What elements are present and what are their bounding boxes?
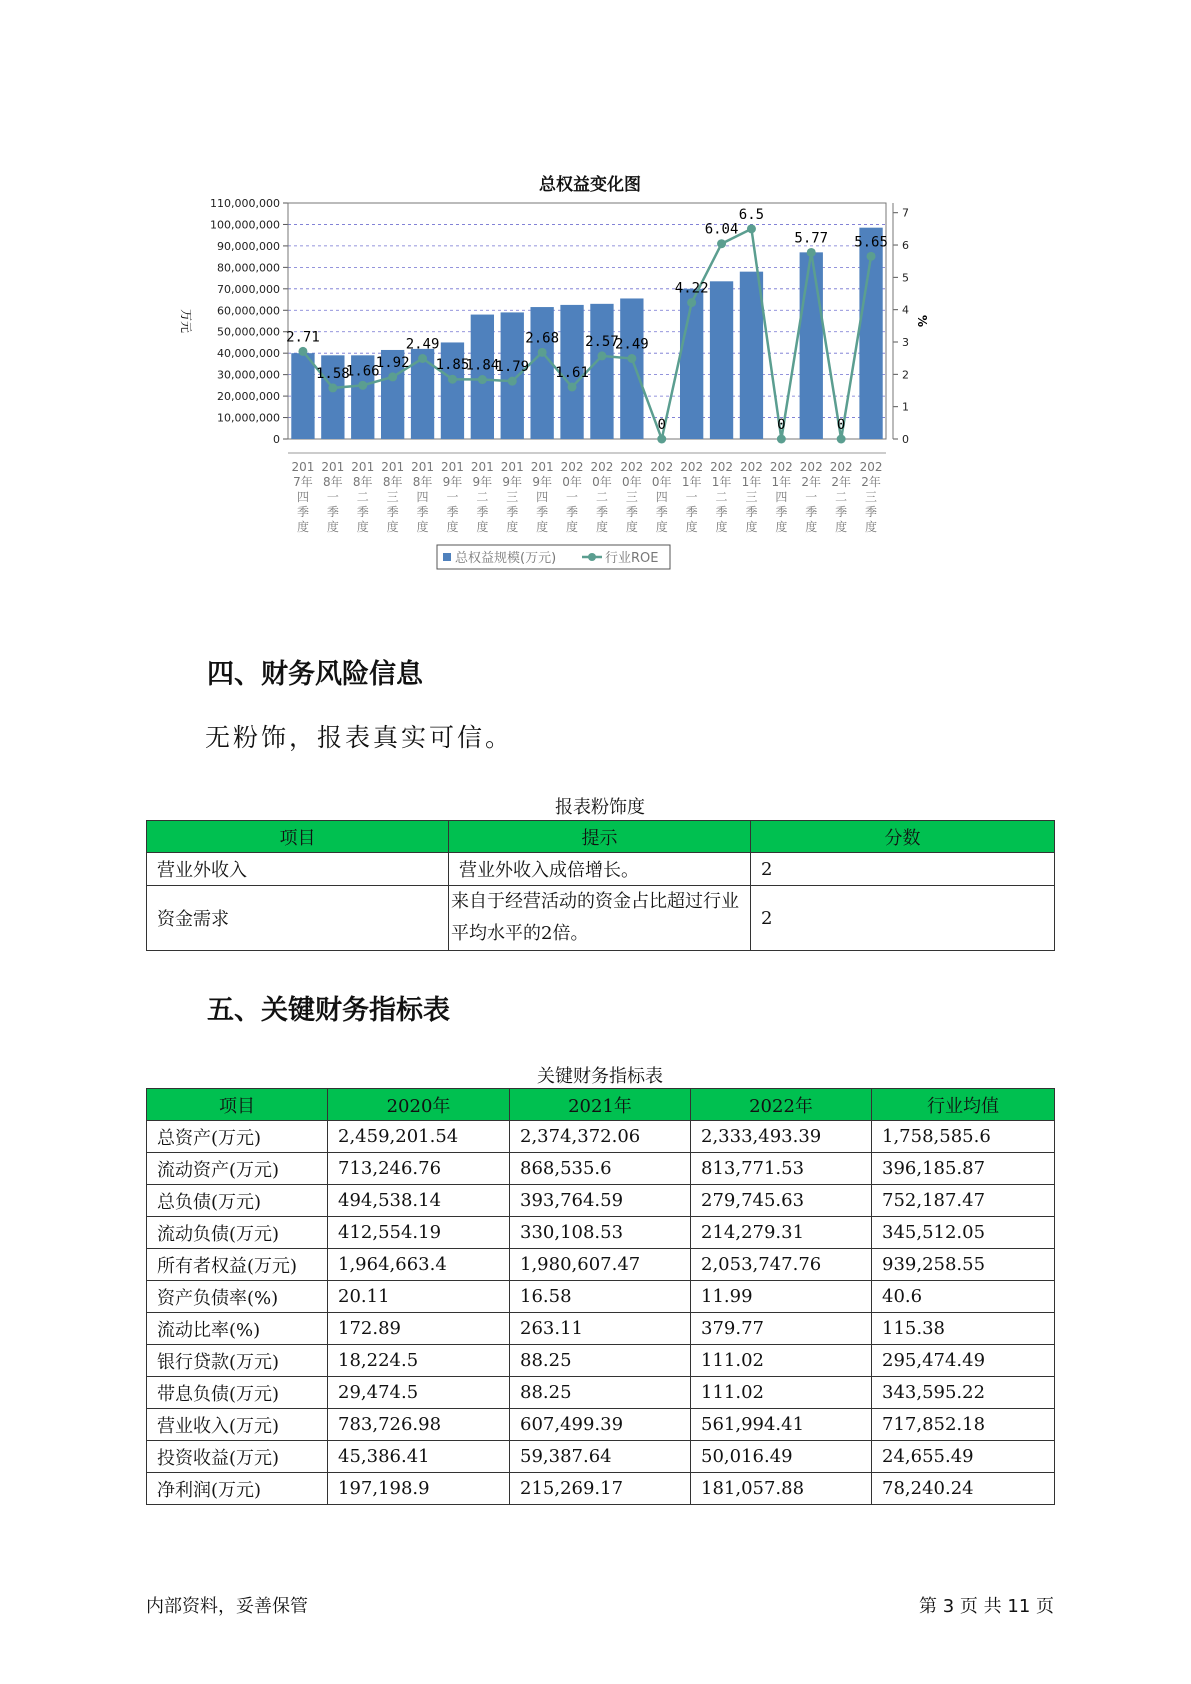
x-tick-label: 二 [595, 490, 608, 504]
x-tick-label: 0年 [592, 475, 612, 489]
x-tick-label: 度 [775, 520, 788, 534]
x-tick-label: 二 [715, 490, 728, 504]
y-tick-label: 40,000,000 [217, 347, 280, 361]
kpi-row-label: 净利润(万元) [147, 1473, 328, 1505]
risk-header-hint: 提示 [449, 821, 751, 853]
kpi-cell: 29,474.5 [328, 1377, 510, 1409]
kpi-cell: 1,964,663.4 [328, 1249, 510, 1281]
roe-data-label: 1.66 [345, 363, 380, 380]
roe-point [448, 375, 457, 384]
kpi-cell: 181,057.88 [691, 1473, 872, 1505]
x-tick-label: 度 [416, 520, 429, 534]
x-tick-label: 0年 [651, 475, 672, 489]
x-tick-label: 202 [739, 460, 763, 474]
roe-point [358, 381, 367, 390]
roe-point [298, 347, 307, 356]
kpi-cell: 607,499.39 [510, 1409, 691, 1441]
roe-point [807, 248, 816, 257]
kpi-table [146, 1088, 1055, 1505]
risk-item: 资金需求 [147, 886, 449, 951]
bar [680, 289, 703, 439]
x-tick-label: 9年 [442, 475, 463, 489]
section4-text: 无粉饰，报表真实可信。 [205, 723, 514, 752]
kpi-cell: 50,016.49 [691, 1441, 872, 1473]
kpi-cell: 279,745.63 [691, 1185, 872, 1217]
kpi-cell: 40.6 [872, 1281, 1055, 1313]
x-tick-label: 201 [291, 460, 315, 474]
risk-hint: 营业外收入成倍增长。 [449, 853, 751, 886]
kpi-cell: 713,246.76 [328, 1153, 510, 1185]
table-row [147, 1281, 1055, 1313]
risk-hint: 来自于经营活动的资金占比超过行业平均水平的2倍。 [449, 886, 751, 951]
y2-tick-label: 6 [902, 239, 909, 253]
x-tick-label: 季 [835, 505, 848, 519]
roe-data-label: 6.5 [738, 206, 765, 223]
legend-line-marker [588, 553, 596, 561]
y2-tick-label: 0 [902, 433, 909, 446]
x-tick-label: 一 [326, 490, 339, 504]
kpi-cell: 263.11 [510, 1313, 691, 1345]
x-tick-label: 季 [685, 505, 698, 519]
kpi-row-label: 总资产(万元) [147, 1121, 328, 1153]
roe-point [508, 377, 517, 386]
table-row [147, 1185, 1055, 1217]
x-tick-label: 1年 [771, 475, 792, 489]
kpi-header-cell: 行业均值 [872, 1089, 1055, 1121]
x-tick-label: 四 [536, 490, 549, 504]
kpi-cell: 2,333,493.39 [691, 1121, 872, 1153]
bar [620, 298, 643, 439]
kpi-cell: 494,538.14 [328, 1185, 510, 1217]
y-tick-label: 80,000,000 [217, 261, 280, 275]
risk-header-score: 分数 [751, 821, 1055, 853]
table-row [147, 1377, 1055, 1409]
kpi-cell: 396,185.87 [872, 1153, 1055, 1185]
x-tick-label: 201 [351, 460, 375, 474]
kpi-row-label: 所有者权益(万元) [147, 1249, 328, 1281]
x-tick-label: 季 [326, 505, 339, 519]
x-tick-label: 度 [805, 520, 818, 534]
x-tick-label: 0年 [622, 475, 642, 489]
kpi-row-label: 带息负债(万元) [147, 1377, 328, 1409]
roe-data-label: 5.77 [794, 230, 829, 247]
roe-point [597, 351, 606, 360]
x-tick-label: 季 [805, 505, 818, 519]
risk-score: 2 [751, 886, 1055, 951]
chart-svg [170, 160, 1010, 630]
x-tick-label: 度 [296, 520, 309, 534]
bar [740, 272, 763, 439]
x-tick-label: 季 [566, 505, 579, 519]
x-tick-label: 季 [536, 505, 549, 519]
y-tick-label: 90,000,000 [217, 239, 280, 253]
roe-data-label: 1.92 [375, 354, 410, 371]
x-tick-label: 季 [655, 505, 668, 519]
x-tick-label: 季 [775, 505, 788, 519]
kpi-cell: 393,764.59 [510, 1185, 691, 1217]
x-tick-label: 四 [416, 490, 429, 504]
x-tick-label: 7年 [293, 475, 313, 489]
x-tick-label: 度 [745, 520, 758, 534]
x-tick-label: 8年 [382, 475, 403, 489]
kpi-cell: 1,980,607.47 [510, 1249, 691, 1281]
bar [530, 307, 553, 439]
roe-data-label: 0 [836, 417, 846, 433]
roe-point [867, 252, 876, 261]
kpi-table-caption: 关键财务指标表 [537, 1066, 663, 1087]
y2-tick-label: 1 [902, 400, 909, 414]
kpi-cell: 2,374,372.06 [510, 1121, 691, 1153]
roe-data-label: 1.79 [495, 359, 530, 376]
roe-point [418, 354, 427, 363]
x-tick-label: 201 [470, 460, 494, 474]
roe-data-label: 2.71 [286, 329, 320, 346]
table-row [147, 1153, 1055, 1185]
x-tick-label: 度 [625, 520, 638, 534]
kpi-cell: 215,269.17 [510, 1473, 691, 1505]
kpi-row-label: 投资收益(万元) [147, 1441, 328, 1473]
kpi-cell: 345,512.05 [872, 1217, 1055, 1249]
roe-point [777, 435, 786, 444]
kpi-cell: 379.77 [691, 1313, 872, 1345]
roe-point [538, 348, 547, 357]
x-tick-label: 一 [566, 490, 579, 504]
x-tick-label: 季 [446, 505, 459, 519]
kpi-cell: 111.02 [691, 1377, 872, 1409]
kpi-header-cell: 项目 [147, 1089, 328, 1121]
kpi-cell: 752,187.47 [872, 1185, 1055, 1217]
x-tick-label: 8年 [323, 475, 343, 489]
x-tick-label: 202 [710, 460, 734, 474]
roe-data-label: 2.68 [525, 330, 560, 347]
roe-data-label: 2.49 [614, 336, 649, 353]
roe-point [687, 298, 696, 307]
kpi-cell: 45,386.41 [328, 1441, 510, 1473]
x-tick-label: 三 [386, 490, 399, 504]
kpi-cell: 2,053,747.76 [691, 1249, 872, 1281]
x-tick-label: 度 [386, 520, 399, 534]
section5-heading: 五、关键财务指标表 [207, 995, 450, 1026]
kpi-cell: 561,994.41 [691, 1409, 872, 1441]
risk-header-item: 项目 [147, 821, 449, 853]
kpi-cell: 868,535.6 [510, 1153, 691, 1185]
roe-data-label: 0 [777, 417, 786, 433]
x-tick-label: 8年 [412, 475, 433, 489]
risk-item: 营业外收入 [147, 853, 449, 886]
x-tick-label: 四 [775, 490, 788, 504]
x-tick-label: 度 [835, 520, 848, 534]
x-tick-label: 1年 [711, 475, 732, 489]
y-tick-label: 60,000,000 [217, 304, 280, 318]
roe-data-label: 1.61 [555, 364, 589, 381]
kpi-cell: 783,726.98 [328, 1409, 510, 1441]
x-tick-label: 201 [411, 460, 435, 474]
x-tick-label: 202 [650, 460, 674, 474]
x-tick-label: 202 [680, 460, 704, 474]
kpi-cell: 343,595.22 [872, 1377, 1055, 1409]
x-tick-label: 201 [381, 460, 405, 474]
roe-data-label: 1.84 [465, 357, 500, 374]
x-tick-label: 季 [506, 505, 519, 519]
table-row [147, 1313, 1055, 1345]
kpi-cell: 939,258.55 [872, 1249, 1055, 1281]
x-tick-label: 2年 [801, 475, 822, 489]
x-tick-label: 二 [476, 490, 489, 504]
kpi-cell: 295,474.49 [872, 1345, 1055, 1377]
x-tick-label: 二 [356, 490, 369, 504]
x-tick-label: 季 [865, 505, 878, 519]
table-row [147, 1441, 1055, 1473]
roe-data-label: 0 [657, 417, 666, 433]
x-tick-label: 季 [416, 505, 429, 519]
roe-data-label: 6.04 [704, 221, 739, 238]
x-tick-label: 度 [566, 520, 579, 534]
y-tick-label: 50,000,000 [217, 325, 280, 339]
x-tick-label: 季 [745, 505, 758, 519]
kpi-header-row [147, 1089, 1055, 1121]
x-tick-label: 1年 [741, 475, 762, 489]
kpi-cell: 115.38 [872, 1313, 1055, 1345]
bar [590, 304, 613, 439]
kpi-cell: 2,459,201.54 [328, 1121, 510, 1153]
table-row [147, 886, 1055, 951]
risk-score: 2 [751, 853, 1055, 886]
y-tick-label: 20,000,000 [217, 390, 280, 404]
x-tick-label: 202 [829, 460, 853, 474]
roe-data-label: 4.22 [674, 280, 709, 297]
legend-line-label: 行业ROE [605, 551, 659, 566]
kpi-header-cell: 2021年 [510, 1089, 691, 1121]
x-tick-label: 季 [296, 505, 309, 519]
kpi-row-label: 资产负债率(%) [147, 1281, 328, 1313]
x-tick-label: 度 [326, 520, 339, 534]
x-tick-label: 一 [805, 490, 818, 504]
y2-tick-label: 4 [902, 303, 909, 317]
y-tick-label: 110,000,000 [210, 197, 280, 210]
kpi-cell: 111.02 [691, 1345, 872, 1377]
bar [501, 312, 524, 439]
roe-data-label: 1.58 [315, 365, 350, 382]
legend-bar-swatch [443, 553, 451, 561]
x-tick-label: 四 [655, 490, 668, 504]
x-tick-label: 8年 [352, 475, 373, 489]
x-tick-label: 度 [446, 520, 459, 534]
x-tick-label: 三 [745, 490, 758, 504]
kpi-cell: 20.11 [328, 1281, 510, 1313]
y2-tick-label: 3 [902, 336, 909, 350]
kpi-row-label: 流动负债(万元) [147, 1217, 328, 1249]
x-tick-label: 9年 [532, 475, 552, 489]
x-tick-label: 202 [799, 460, 823, 474]
table-row [147, 1473, 1055, 1505]
kpi-row-label: 营业收入(万元) [147, 1409, 328, 1441]
y2-axis-title: % [915, 314, 929, 328]
footer-page-number: 第 3 页 共 11 页 [919, 1596, 1054, 1617]
x-tick-label: 202 [560, 460, 584, 474]
x-tick-label: 202 [620, 460, 644, 474]
y-tick-label: 0 [273, 433, 280, 446]
roe-point [747, 224, 756, 233]
roe-data-label: 1.85 [435, 357, 470, 374]
table-row [147, 1249, 1055, 1281]
x-tick-label: 201 [530, 460, 554, 474]
x-tick-label: 季 [476, 505, 489, 519]
x-tick-label: 二 [835, 490, 848, 504]
x-tick-label: 201 [500, 460, 524, 474]
x-tick-label: 202 [590, 460, 614, 474]
y2-tick-label: 5 [902, 271, 909, 285]
kpi-row-label: 流动资产(万元) [147, 1153, 328, 1185]
bar [800, 252, 823, 439]
equity-chart [170, 160, 1010, 630]
x-tick-label: 度 [715, 520, 728, 534]
section4-heading: 四、财务风险信息 [207, 659, 423, 690]
x-tick-label: 度 [685, 520, 698, 534]
x-tick-label: 季 [595, 505, 608, 519]
y2-tick-label: 7 [902, 206, 909, 220]
footer-confidential: 内部资料，妥善保管 [146, 1596, 308, 1617]
bar [291, 353, 314, 439]
roe-data-label: 2.57 [585, 333, 619, 350]
y2-tick-label: 2 [902, 368, 909, 382]
table-row [147, 1345, 1055, 1377]
kpi-cell: 16.58 [510, 1281, 691, 1313]
x-tick-label: 2年 [861, 475, 881, 489]
x-tick-label: 季 [625, 505, 638, 519]
kpi-cell: 18,224.5 [328, 1345, 510, 1377]
roe-point [388, 372, 397, 381]
table-row [147, 1217, 1055, 1249]
x-tick-label: 季 [715, 505, 728, 519]
y-tick-label: 70,000,000 [217, 282, 280, 296]
roe-point [657, 435, 666, 444]
kpi-cell: 11.99 [691, 1281, 872, 1313]
kpi-cell: 214,279.31 [691, 1217, 872, 1249]
x-tick-label: 1年 [681, 475, 702, 489]
x-tick-label: 202 [769, 460, 793, 474]
x-tick-label: 度 [506, 520, 519, 534]
x-tick-label: 度 [865, 520, 878, 534]
kpi-cell: 88.25 [510, 1345, 691, 1377]
table-row [147, 1121, 1055, 1153]
risk-table-caption: 报表粉饰度 [555, 797, 645, 818]
x-tick-label: 三 [506, 490, 519, 504]
roe-data-label: 2.49 [405, 336, 440, 353]
kpi-cell: 1,758,585.6 [872, 1121, 1055, 1153]
x-tick-label: 0年 [562, 475, 582, 489]
x-tick-label: 度 [356, 520, 369, 534]
y-axis-title: 万元 [179, 308, 193, 334]
x-tick-label: 201 [321, 460, 345, 474]
kpi-cell: 88.25 [510, 1377, 691, 1409]
y-tick-label: 10,000,000 [217, 411, 280, 425]
kpi-cell: 78,240.24 [872, 1473, 1055, 1505]
x-tick-label: 三 [865, 490, 878, 504]
x-tick-label: 202 [859, 460, 883, 474]
y-tick-label: 30,000,000 [217, 368, 280, 382]
roe-point [837, 435, 846, 444]
kpi-header-cell: 2022年 [691, 1089, 872, 1121]
kpi-row-label: 银行贷款(万元) [147, 1345, 328, 1377]
kpi-cell: 717,852.18 [872, 1409, 1055, 1441]
kpi-cell: 813,771.53 [691, 1153, 872, 1185]
chart-title: 总权益变化图 [539, 175, 641, 195]
roe-point [328, 383, 337, 392]
roe-point [717, 239, 726, 248]
x-tick-label: 9年 [472, 475, 493, 489]
kpi-cell: 330,108.53 [510, 1217, 691, 1249]
x-tick-label: 201 [440, 460, 464, 474]
kpi-cell: 412,554.19 [328, 1217, 510, 1249]
x-tick-label: 一 [446, 490, 459, 504]
x-tick-label: 度 [476, 520, 489, 534]
kpi-cell: 59,387.64 [510, 1441, 691, 1473]
roe-data-label: 5.65 [854, 234, 888, 251]
bar [710, 281, 733, 439]
kpi-header-cell: 2020年 [328, 1089, 510, 1121]
roe-point [627, 354, 636, 363]
x-tick-label: 季 [386, 505, 399, 519]
x-tick-label: 一 [685, 490, 698, 504]
kpi-cell: 24,655.49 [872, 1441, 1055, 1473]
kpi-cell: 172.89 [328, 1313, 510, 1345]
kpi-row-label: 总负债(万元) [147, 1185, 328, 1217]
table-row [147, 853, 1055, 886]
x-tick-label: 度 [655, 520, 668, 534]
roe-point [568, 382, 577, 391]
x-tick-label: 度 [536, 520, 549, 534]
x-tick-label: 度 [595, 520, 608, 534]
kpi-row-label: 流动比率(%) [147, 1313, 328, 1345]
legend-bar-label: 总权益规模(万元) [455, 551, 557, 566]
y-tick-label: 100,000,000 [210, 218, 280, 232]
x-tick-label: 三 [625, 490, 638, 504]
x-tick-label: 9年 [502, 475, 523, 489]
x-tick-label: 2年 [831, 475, 851, 489]
risk-table [146, 820, 1055, 951]
x-tick-label: 季 [356, 505, 369, 519]
x-tick-label: 四 [296, 490, 309, 504]
table-row [147, 1409, 1055, 1441]
kpi-cell: 197,198.9 [328, 1473, 510, 1505]
roe-point [478, 375, 487, 384]
